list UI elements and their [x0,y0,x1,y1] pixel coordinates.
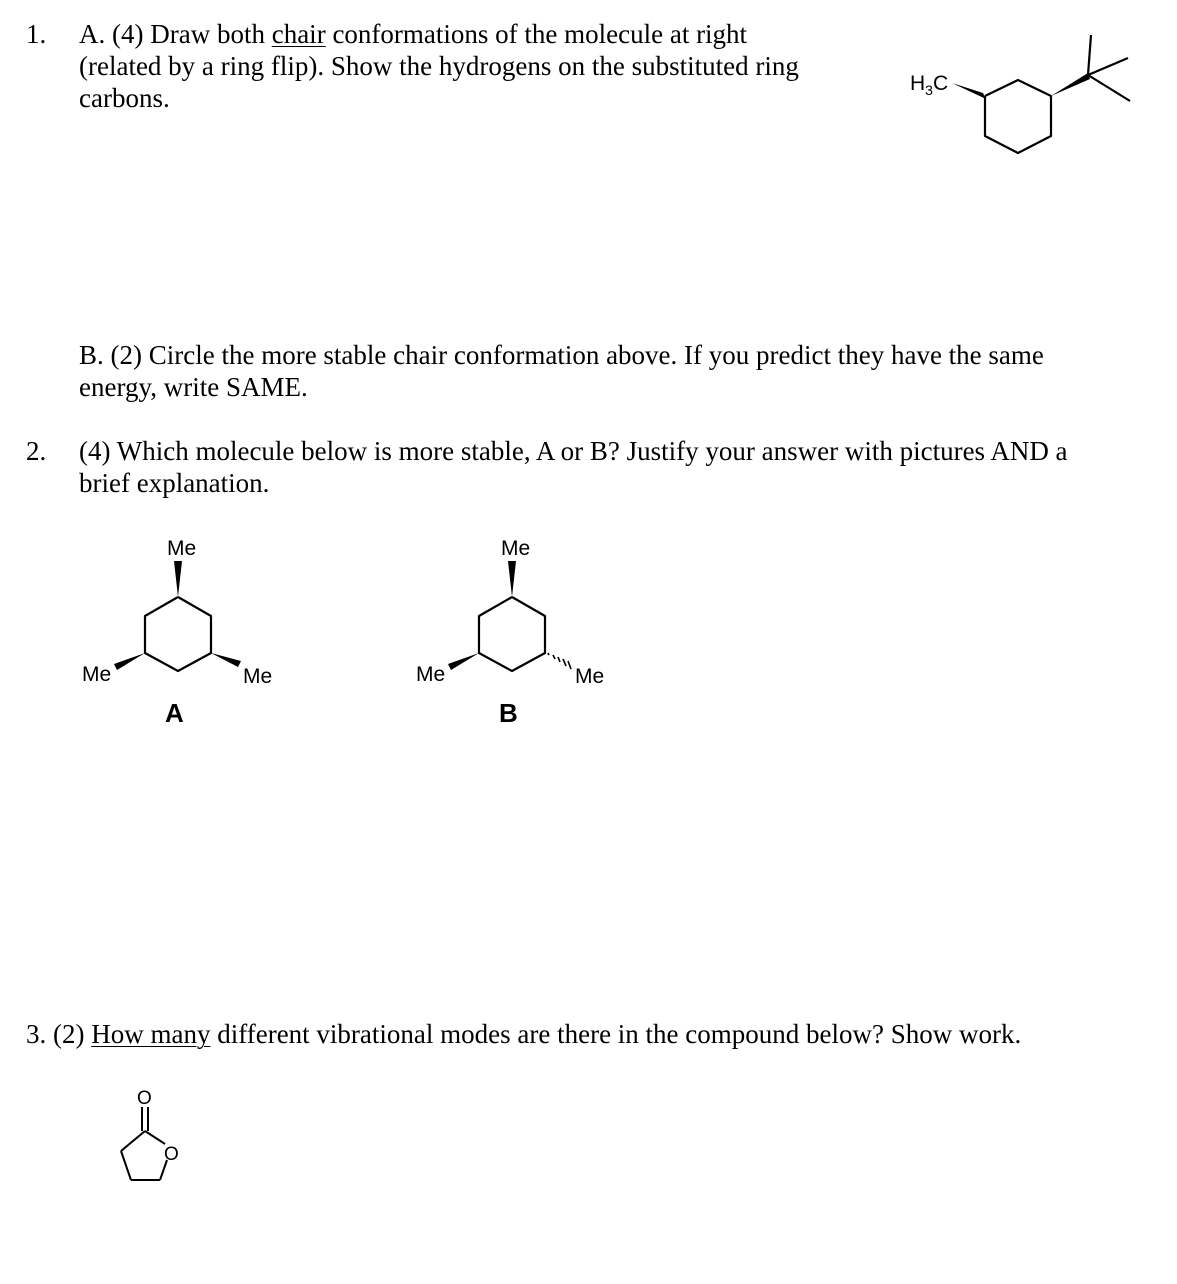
b-label: B [499,698,518,728]
q1a-line3: carbons. [79,83,170,113]
q3-carbonyl-oxygen: O [137,1088,152,1109]
a-label: A [165,698,184,728]
q3-rest: different vibrational modes are there in the compound below? Show work. [210,1019,1022,1049]
q3-points: (2) [46,1019,92,1049]
b-label-left: Me [416,663,446,686]
a-label-top: Me [167,537,197,560]
b-label-top: Me [501,537,531,560]
q3-number: 3. [26,1019,47,1049]
a-label-left: Me [82,663,112,686]
q1b-line1: B. (2) Circle the more stable chair conformation above. If you predict they have the same [79,340,1044,370]
b-label-right: Me [575,665,605,688]
q2-line2: brief explanation. [79,468,270,498]
q1a-underlined-chair: chair [271,19,326,49]
q3-underlined: How many [91,1019,211,1049]
q1-number: 1. [26,19,47,49]
q1-methyl-label: $H_3C$ [910,72,949,98]
q1a-prefix: A. (4) Draw both [79,19,272,49]
q1a-line2: (related by a ring flip). Show the hydrogens on the substituted ring [79,51,799,81]
q2-number: 2. [26,436,47,466]
q3-ring-oxygen: O [164,1144,179,1165]
q2-line1: (4) Which molecule below is more stable, A or B? Justify your answer with pictures AND a [79,436,1068,466]
q1b-line2: energy, write SAME. [79,372,308,402]
a-label-right: Me [243,665,273,688]
q1a-rest: conformations of the molecule at right [325,19,748,49]
